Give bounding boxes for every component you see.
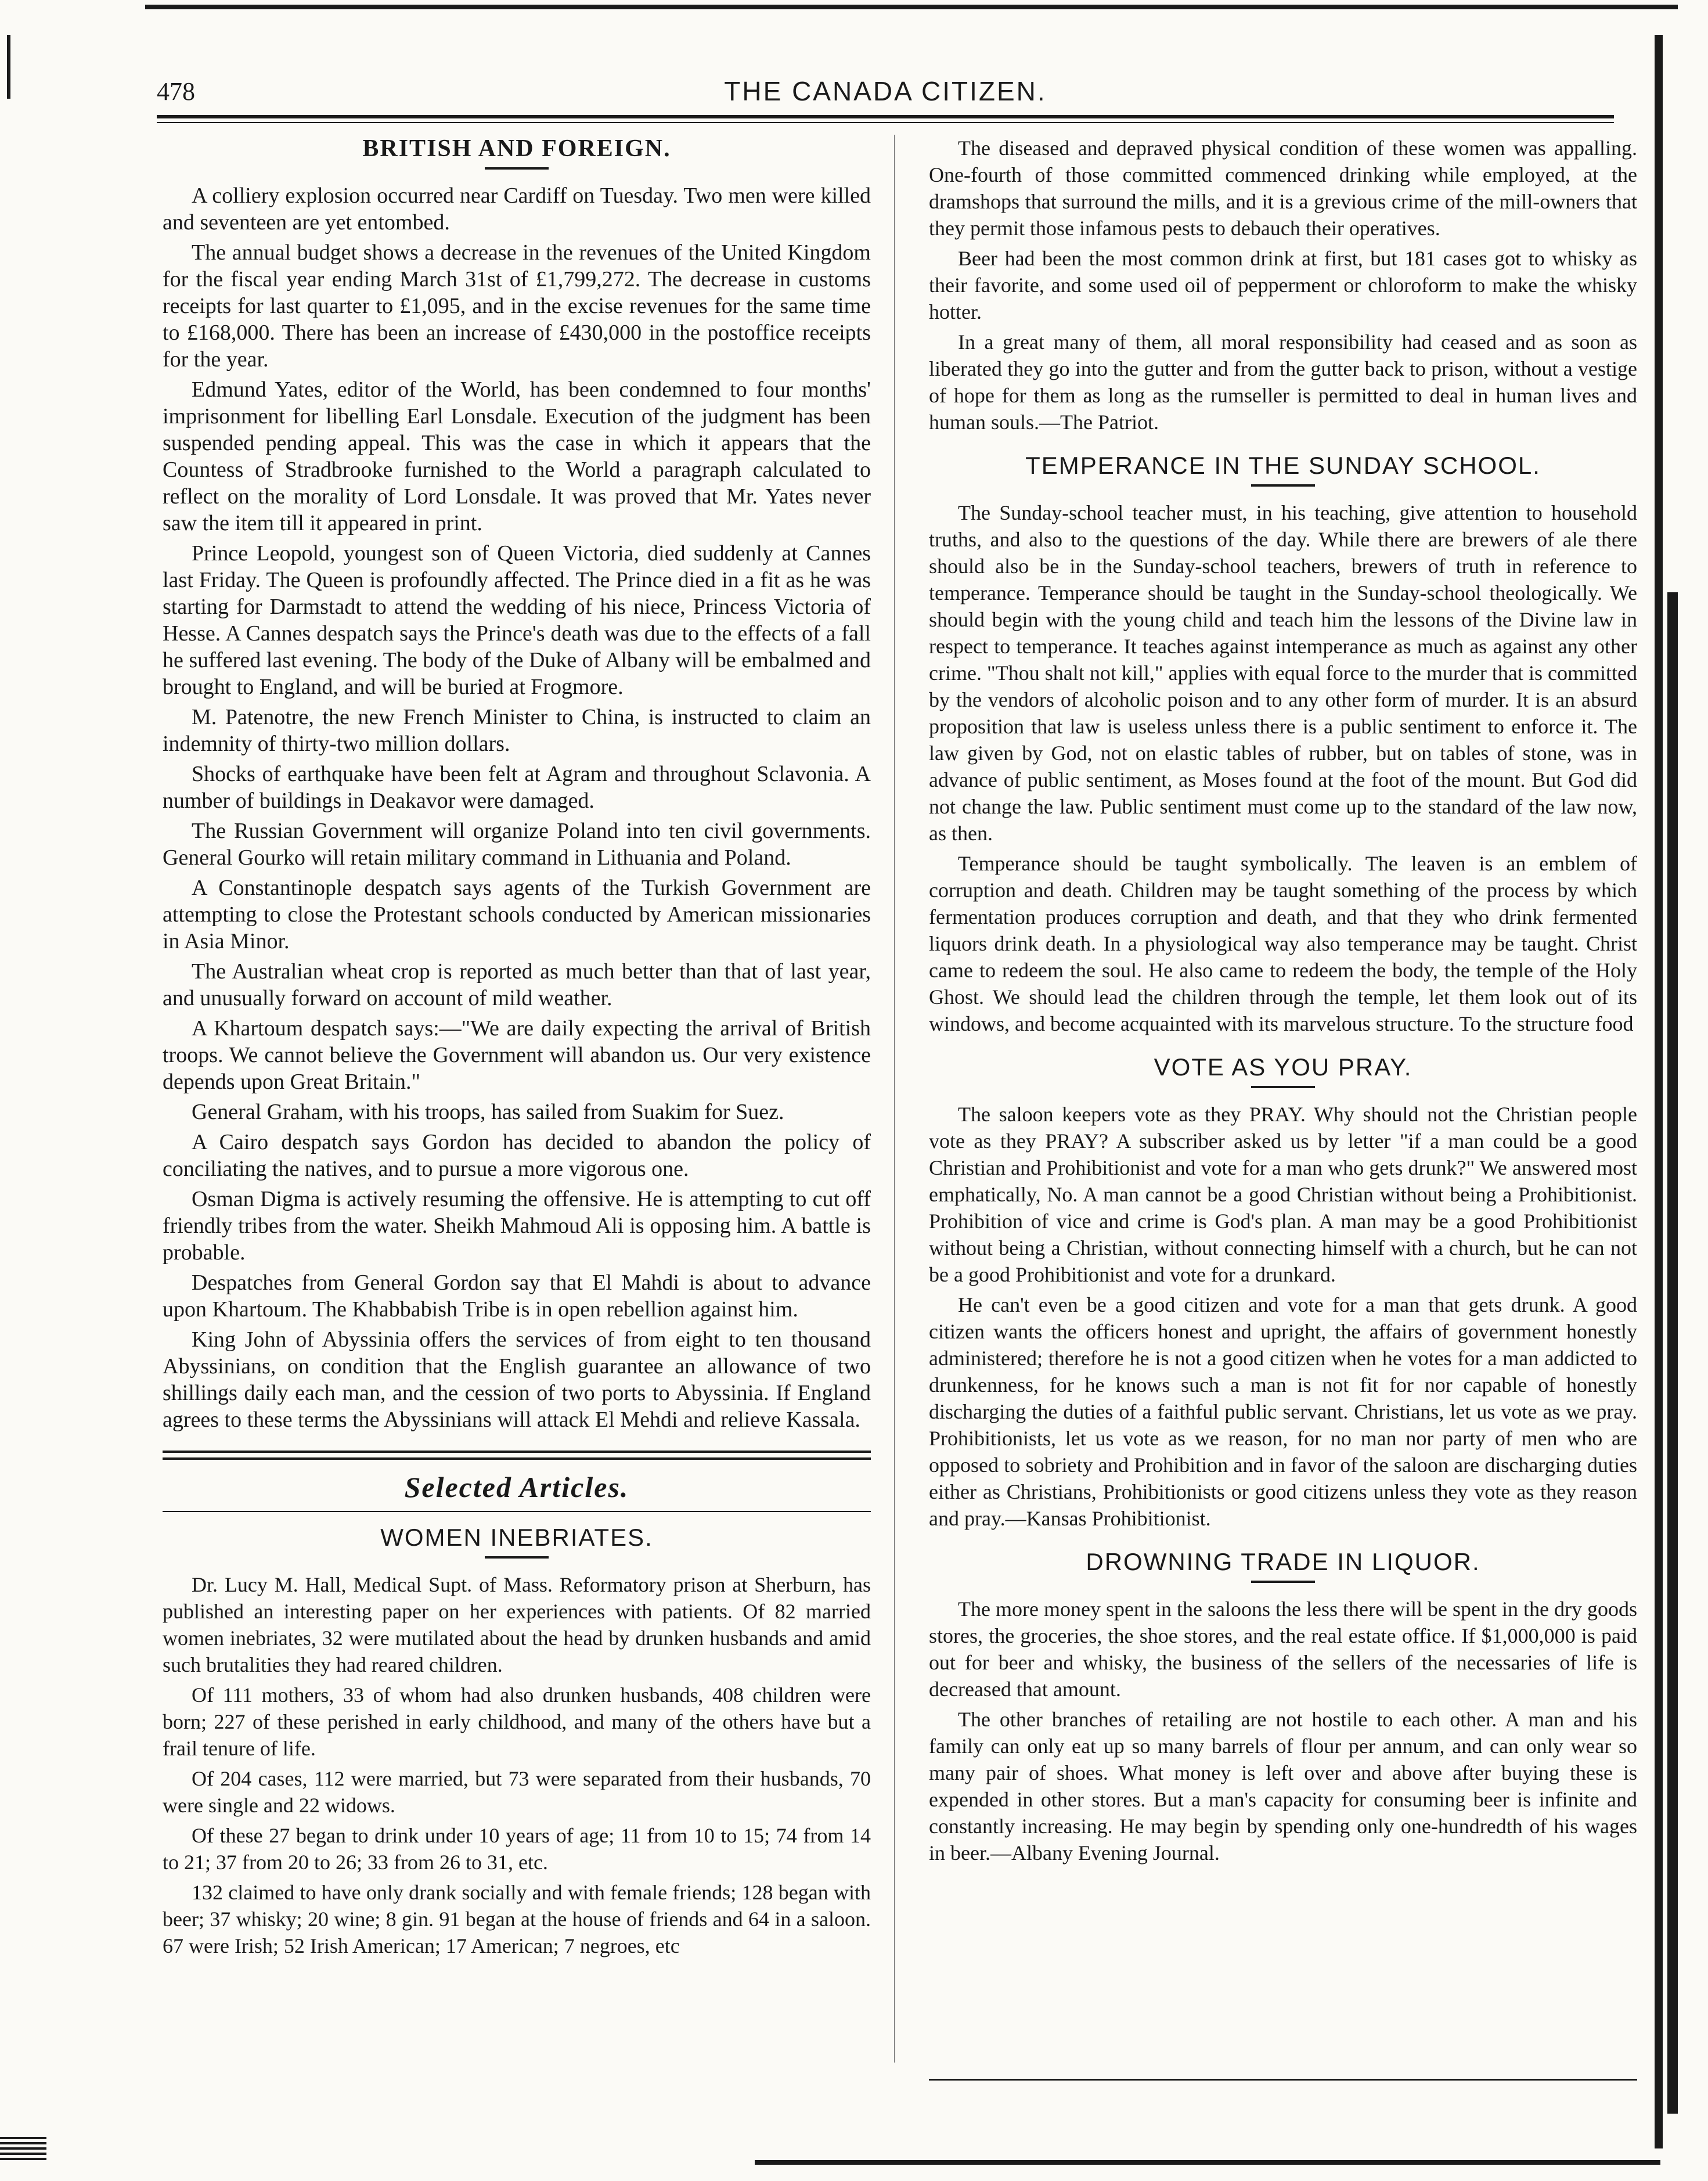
bottom-rule	[929, 2079, 1637, 2081]
bottom-edge-rule	[755, 2160, 1660, 2165]
section-heading: BRITISH AND FOREIGN.	[362, 135, 671, 162]
section-vote-as-you-pray	[929, 1053, 1637, 1532]
article-paragraph: The Sunday-school teacher must, in his teaching, give attention to household truths, and also to the questions of the day. While there are brewers of ale there should also be in the Sunday-school teachers, brewers of truth in reference to temperance. Temperance should be taught in the Sunday-school theologically. We should begin with the young child and teach him the lessons of the Divine law in respect to temperance. It teaches against intemperance as much as against any other crime. "Thou shalt not kill," applies with equal force to the murder that is committed by the vendors of alcoholic poison and to any other form of murder. It is an absurd proposition that law is useless unless there is a public sentiment to enforce it. The law given by God, not on elastic tables of rubber, but on tables of stone, was in advance of public sentiment, as Moses found at the foot of the mount. But God did not change the law. Public sentiment must come up to the standard of the law now, as then.	[929, 501, 1637, 845]
article-paragraph: Of these 27 began to drink under 10 years of age; 11 from 10 to 15; 74 from 14 to 21; 37 from 20 to 26; 33 from 26 to 31, etc.	[163, 1824, 871, 1874]
article-paragraph: 132 claimed to have only drank socially and with female friends; 128 began with beer; 37 whisky; 20 wine; 8 gin. 91 began at the house of friends and 64 in a saloon. 67 were Irish; 52 Irish American; 17 American; 7 negroes, etc	[163, 1881, 871, 1957]
header-rule-thick	[157, 115, 1614, 118]
heading-rule	[1251, 1581, 1315, 1583]
left-column	[163, 135, 871, 2068]
article-paragraph: Shocks of earthquake have been felt at Agram and throughout Sclavonia. A number of buildings in Deakavor were damaged.	[163, 762, 871, 813]
section-heading: TEMPERANCE IN THE SUNDAY SCHOOL.	[1025, 452, 1541, 479]
page-header	[157, 75, 1614, 116]
article-paragraph: Temperance should be taught symbolically. The leaven is an emblem of corruption and death. Children may be taught something of the process by which fermentation produces corruption and death, and that they who drink fermented liquors drink death. In a physiological way also temperance may be taught. Christ came to redeem the soul. He also came to redeem the body, the temple of the Holy Ghost. We should lead the children through the temple, let them look out of its windows, and become acquainted with its marvelous structure. To the structure food	[929, 852, 1637, 1035]
section-heading: VOTE AS YOU PRAY.	[1154, 1053, 1412, 1081]
article-paragraph: A Constantinople despatch says agents of the Turkish Government are attempting to close the Protestant schools conducted by American missionaries in Asia Minor.	[163, 876, 871, 953]
article-paragraph: The other branches of retailing are not hostile to each other. A man and his family can only eat up so many barrels of flour per annum, and can only wear so many pair of shoes. What money is left over and above after buying these is expended in other stores. But a man's capacity for consuming beer is infinite and constantly increasing. He may begin by spending only one-hundredth of his wages in beer.—Albany Evening Journal.	[929, 1708, 1637, 1865]
article-paragraph: The Russian Government will organize Poland into ten civil governments. General Gourko will retain military command in Lithuania and Poland.	[163, 819, 871, 870]
top-edge-rule	[145, 5, 1678, 9]
section-heading: DROWNING TRADE IN LIQUOR.	[1086, 1548, 1480, 1575]
article-paragraph: Edmund Yates, editor of the World, has been condemned to four months' imprisonment for libelling Earl Lonsdale. Execution of the judgment has been suspended pending appeal. This was the case in which it appears that the Countess of Stradbrooke furnished to the World a paragraph calculated to reflect on the morality of Lord Lonsdale. It was proved that Mr. Yates never saw the item till it appeared in print.	[163, 377, 871, 535]
section-women-inebriates	[163, 1524, 871, 1959]
article-paragraph: A Khartoum despatch says:—"We are daily expecting the arrival of British troops. We cannot believe the Government will abandon us. Our very existence depends upon Great Britain."	[163, 1016, 871, 1094]
article-paragraph: The more money spent in the saloons the less there will be spent in the dry goods stores, the groceries, the shoe stores, and the real estate office. If $1,000,000 is paid out for beer and whisky, the business of the sellers of the necessaries of life is decreased that amount.	[929, 1597, 1637, 1701]
heading-rule	[485, 1556, 549, 1559]
article-paragraph: He can't even be a good citizen and vote for a man that gets drunk. A good citizen wants the officers honest and upright, the affairs of government honestly administered; therefore he is not a good citizen when he votes for a man addicted to drunkenness, for he knows such a man is not fit for nor capable of honestly discharging the duties of a faithful public servant. Christians, let us vote as we pray. Prohibitionists, let us vote as we reason, for no man nor party of men who are opposed to sobriety and Prohibition and in favor of the saloon are discharging duties either as Christians, Prohibitionists or good citizens unless they vote as they reason and pray.—Kansas Prohibitionist.	[929, 1293, 1637, 1530]
heading-rule	[1251, 484, 1315, 487]
article-paragraph: Beer had been the most common drink at first, but 181 cases got to whisky as their favorite, and some used oil of pepperment or chloroform to make the whisky hotter.	[929, 247, 1637, 323]
page-title: THE CANADA CITIZEN.	[724, 76, 1047, 106]
section-continuation	[929, 135, 1637, 436]
article-paragraph: Osman Digma is actively resuming the offensive. He is attempting to cut off friendly tribes from the water. Sheikh Mahmoud Ali is opposing him. A battle is probable.	[163, 1187, 871, 1265]
section-drowning-trade	[929, 1548, 1637, 1866]
article-paragraph: A Cairo despatch says Gordon has decided to abandon the policy of conciliating the natives, and to pursue a more vigorous one.	[163, 1130, 871, 1181]
page-number: 478	[157, 77, 195, 106]
article-paragraph: Dr. Lucy M. Hall, Medical Supt. of Mass. Reformatory prison at Sherburn, has published an interesting paper on her experiences with patients. Of 82 married women inebriates, 32 were mutilated about the head by drunken husbands and amid such brutalities they had reared children.	[163, 1573, 871, 1676]
article-paragraph: General Graham, with his troops, has sailed from Suakim for Suez.	[192, 1100, 784, 1124]
banner-rule	[163, 1511, 871, 1512]
article-paragraph: In a great many of them, all moral responsibility had ceased and as soon as liberated they go into the gutter and from the gutter back to prison, without a vestige of hope for them as long as the rumseller is permitted to deal in human lives and human souls.—The Patriot.	[929, 330, 1637, 434]
article-paragraph: The Australian wheat crop is reported as much better than that of last year, and unusually forward on account of mild weather.	[163, 959, 871, 1010]
section-temperance-sunday-school	[929, 452, 1637, 1037]
corner-mark	[0, 2137, 46, 2160]
article-paragraph: The diseased and depraved physical condition of these women was appalling. One-fourth of those committed commenced drinking while employed, at the dramshops that surround the mills, and it is a grevious crime of the mill-owners that they permit those infamous pests to debauch their operatives.	[929, 136, 1637, 240]
section-british-and-foreign	[163, 135, 871, 1433]
heading-rule	[485, 167, 549, 170]
right-column	[929, 135, 1637, 2068]
right-edge-bar	[1655, 35, 1663, 2148]
right-edge-bar-2	[1667, 592, 1678, 2114]
article-paragraph: The annual budget shows a decrease in the revenues of the United Kingdom for the fiscal year ending March 31st of £1,799,272. The decrease in customs receipts for last quarter to £1,095, and in the excise revenues for the same time to £168,000. There has been an increase of £430,000 in the postoffice receipts for the year.	[163, 240, 871, 372]
article-paragraph: Despatches from General Gordon say that El Mahdi is about to advance upon Khartoum. The Khabbabish Tribe is in open rebellion against him.	[163, 1271, 871, 1322]
selected-articles-banner: Selected Articles.	[404, 1471, 629, 1503]
header-rule-thin	[157, 122, 1614, 123]
double-rule	[163, 1451, 871, 1460]
article-paragraph: King John of Abyssinia offers the services of from eight to ten thousand Abyssinians, on condition that the English guarantee an allowance of two shillings daily each man, and the cession of two ports to Abyssinia. If England agrees to these terms the Abyssinians will attack El Mehdi and relieve Kassala.	[163, 1327, 871, 1432]
article-paragraph: M. Patenotre, the new French Minister to China, is instructed to claim an indemnity of thirty-two million dollars.	[163, 705, 871, 756]
article-paragraph: The saloon keepers vote as they PRAY. Why should not the Christian people vote as they PRAY? A subscriber asked us by letter "if a man could be a good Christian and Prohibitionist and vote for a man who gets drunk?" We answered most emphatically, No. A man cannot be a good Christian without being a Prohibitionist. Prohibition of vice and crime is God's plan. A man may be a good Prohibitionist without being a Christian, without connecting himself with a church, but he can not be a good Prohibitionist and vote for a drunkard.	[929, 1103, 1637, 1286]
article-paragraph: Prince Leopold, youngest son of Queen Victoria, died suddenly at Cannes last Friday. The Queen is profoundly affected. The Prince died in a fit as he was starting for Darmstadt to attend the wedding of his niece, Princess Victoria of Hesse. A Cannes despatch says the Prince's death was due to the effects of a fall he suffered last evening. The body of the Duke of Albany will be embalmed and brought to England, and will be buried at Frogmore.	[163, 541, 871, 699]
column-divider	[894, 135, 895, 2063]
heading-rule	[1251, 1086, 1315, 1088]
left-edge-mark	[7, 35, 10, 99]
article-paragraph: Of 111 mothers, 33 of whom had also drunken husbands, 408 children were born; 227 of these perished in early childhood, and many of the others have but a frail tenure of life.	[163, 1683, 871, 1760]
article-paragraph: Of 204 cases, 112 were married, but 73 were separated from their husbands, 70 were single and 22 widows.	[163, 1767, 871, 1817]
section-heading: WOMEN INEBRIATES.	[380, 1524, 653, 1551]
article-paragraph: A colliery explosion occurred near Cardiff on Tuesday. Two men were killed and seventeen are yet entombed.	[163, 183, 871, 235]
